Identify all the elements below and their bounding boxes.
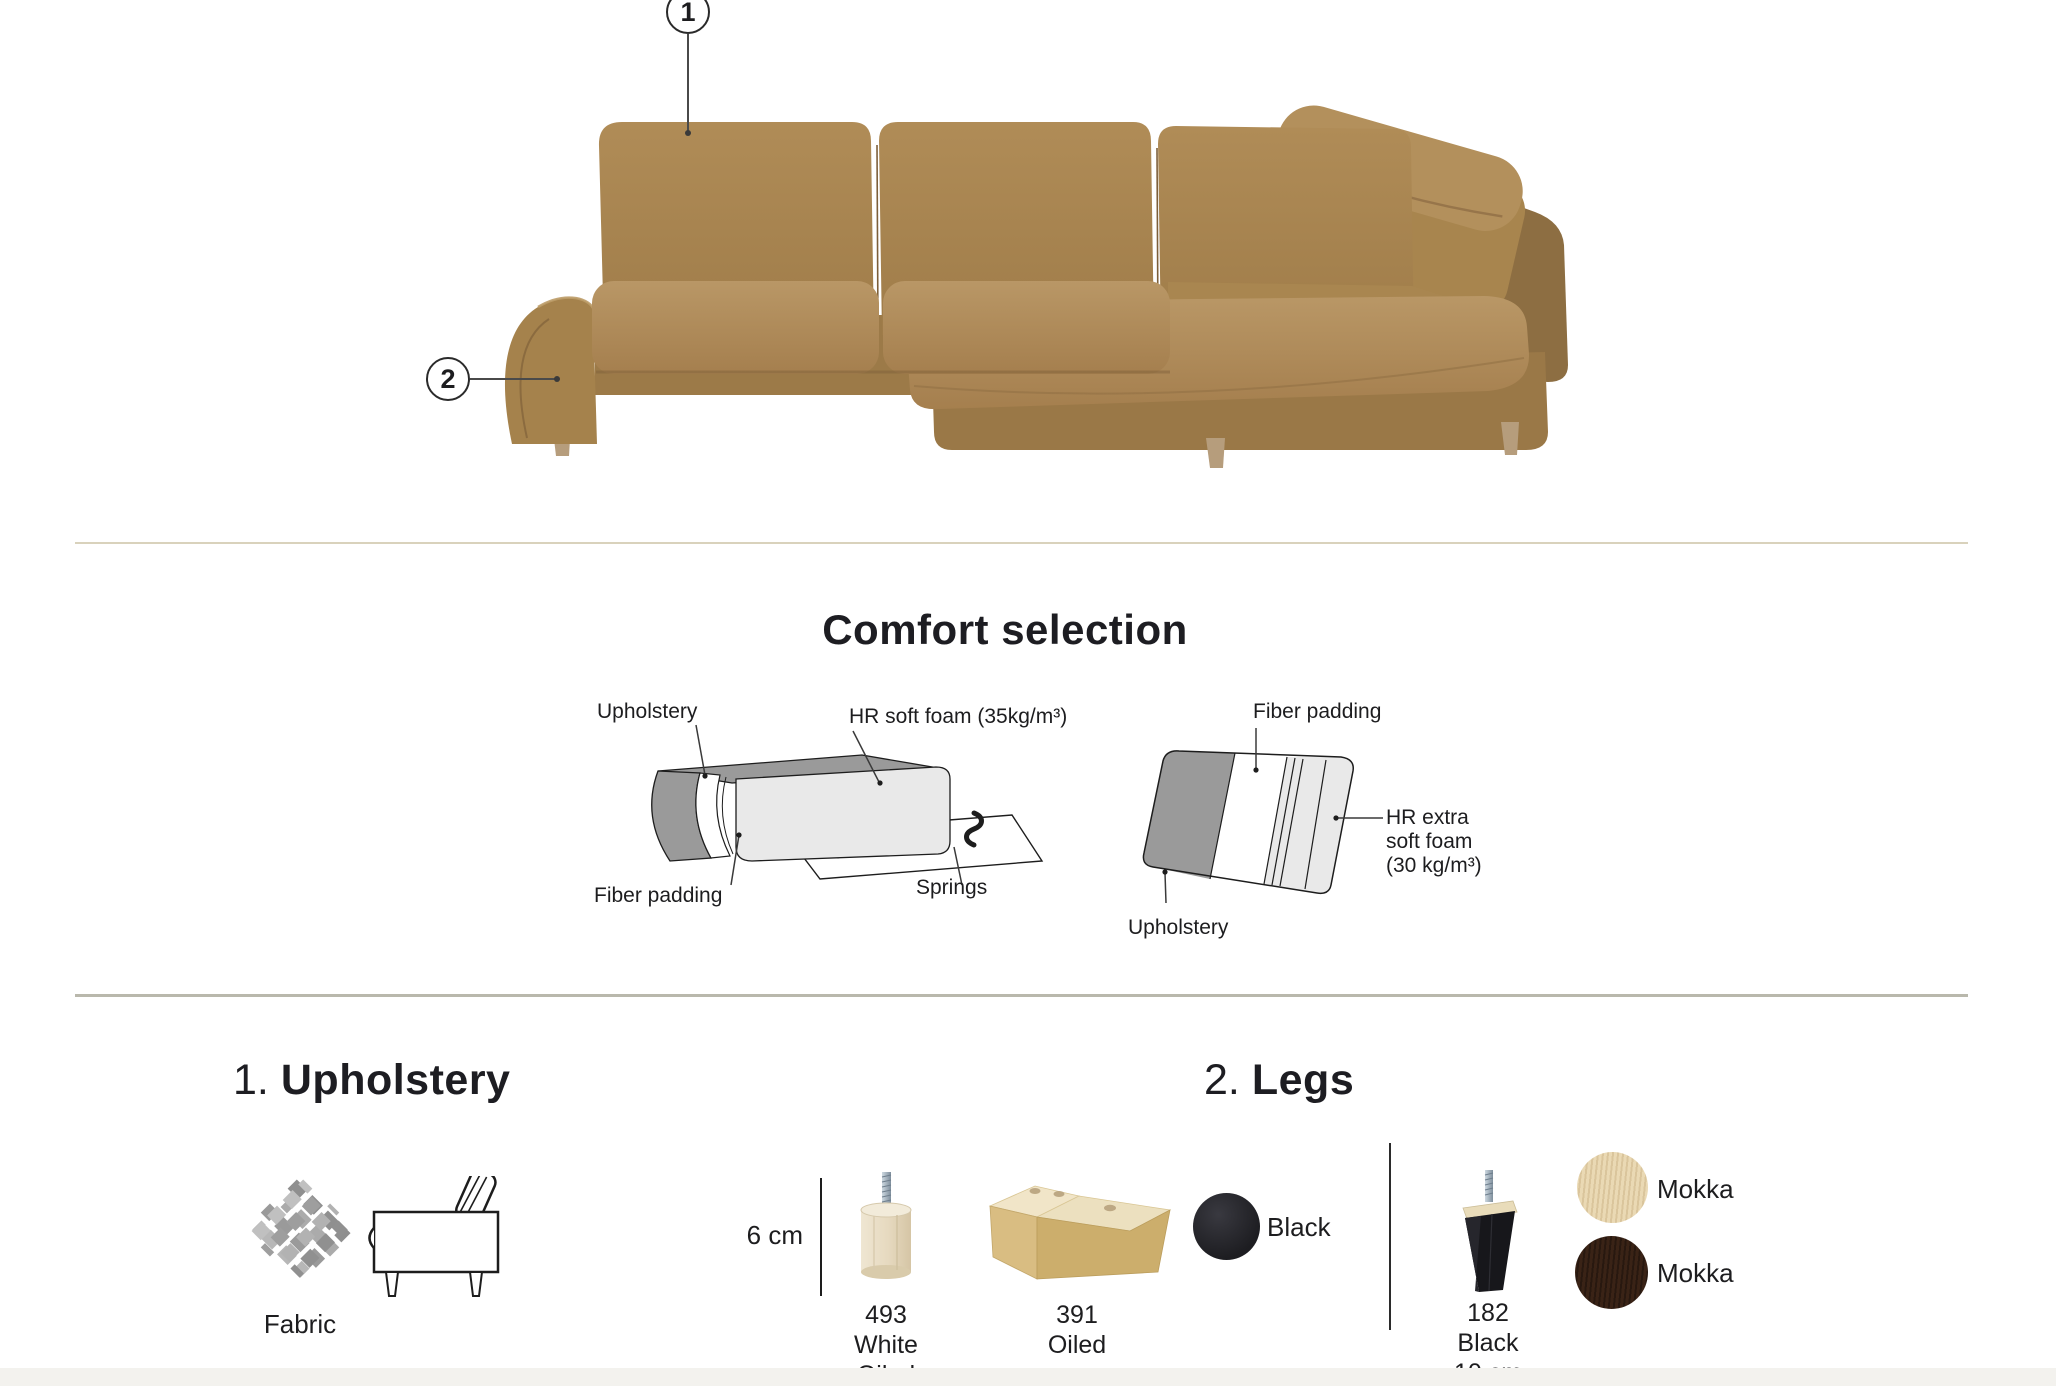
leg-color-swatch-mokka-light[interactable]	[1577, 1152, 1648, 1223]
corner-sofa-image	[500, 70, 1580, 470]
leg-182-code: 182	[1467, 1299, 1509, 1327]
callout-1-number: 1	[680, 0, 696, 27]
seat-fiber-label: Fiber padding	[594, 884, 723, 907]
section-divider-bottom	[75, 994, 1968, 997]
back-fiber-label: Fiber padding	[1253, 700, 1382, 723]
leg-493-finish-1: White	[854, 1331, 918, 1359]
back-foam-line-2: soft foam	[1386, 830, 1473, 853]
callout-2-marker	[426, 357, 470, 401]
seat-foam-label: HR soft foam (35kg/m³)	[849, 705, 1068, 728]
callout-1-marker	[666, 0, 710, 34]
back-foam-label	[1386, 806, 1482, 878]
legs-section-title	[1204, 1056, 1354, 1105]
section-divider-top	[75, 542, 1968, 544]
leg-height-dimension-line	[820, 1178, 822, 1296]
leg-391-label	[1027, 1300, 1127, 1360]
leg-height-label: 6 cm	[746, 1220, 803, 1250]
leg-option-391[interactable]	[980, 1180, 1176, 1380]
back-foam-line-1: HR extra	[1386, 806, 1469, 829]
leg-391-code: 391	[1056, 1301, 1098, 1329]
leg-color-mokka-dark-label: Mokka	[1657, 1258, 1734, 1288]
leg-color-black-label: Black	[1267, 1212, 1331, 1242]
back-upholstery-label: Upholstery	[1128, 916, 1229, 939]
legs-section-word: Legs	[1251, 1056, 1355, 1104]
fabric-swatch-option[interactable]	[246, 1176, 354, 1339]
leg-493-image	[854, 1170, 918, 1282]
fabric-weave-icon	[246, 1176, 354, 1284]
seat-springs-label: Springs	[916, 876, 988, 899]
upholstery-section-title	[233, 1056, 510, 1105]
seat-upholstery-label: Upholstery	[597, 700, 698, 723]
leg-493-code: 493	[865, 1301, 907, 1329]
leg-182-finish: Black	[1457, 1329, 1519, 1357]
callout-1-line	[687, 34, 689, 132]
fabric-swatch-label: Fabric	[263, 1309, 337, 1339]
upholstery-section-number: 1.	[233, 1056, 269, 1104]
callout-1-dot	[685, 130, 691, 136]
callout-2-dot	[554, 376, 560, 382]
leg-color-mokka-light-label: Mokka	[1657, 1174, 1734, 1204]
upholstery-section-word: Upholstery	[280, 1056, 511, 1104]
leg-391-finish: Oiled	[1047, 1331, 1107, 1359]
leg-option-182[interactable]	[1438, 1168, 1538, 1380]
callout-2-line	[470, 378, 558, 380]
back-foam-line-3: (30 kg/m³)	[1386, 854, 1482, 877]
callout-2-number: 2	[440, 363, 456, 394]
leg-391-image	[980, 1180, 1176, 1284]
leg-182-image	[1455, 1168, 1521, 1294]
leg-color-swatch-mokka-dark[interactable]	[1575, 1236, 1648, 1309]
sofa-side-view-icon	[366, 1176, 506, 1300]
footer-strip	[0, 1368, 2056, 1386]
legs-group-divider	[1389, 1143, 1391, 1330]
leg-option-493[interactable]	[836, 1170, 936, 1380]
leg-color-swatch-black[interactable]	[1193, 1193, 1260, 1260]
legs-section-number: 2.	[1204, 1056, 1240, 1104]
comfort-selection-title: Comfort selection	[822, 606, 1188, 653]
